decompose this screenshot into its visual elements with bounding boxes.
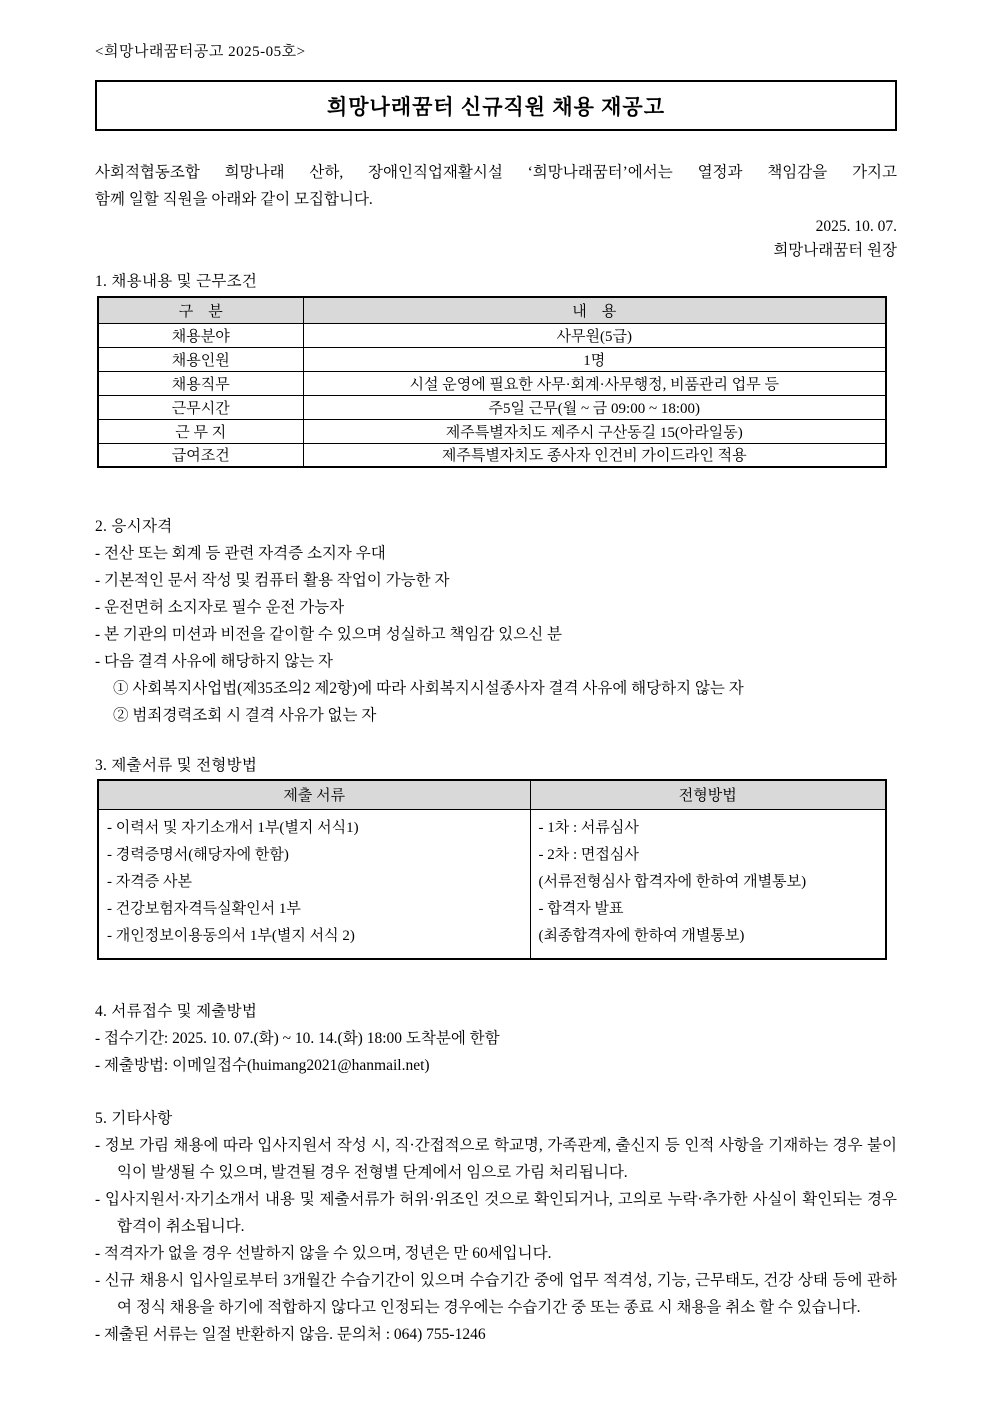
doc-number: <희망나래꿈터공고 2025-05호> [95, 44, 306, 60]
section-1-heading: 1. 채용내용 및 근무조건 [95, 273, 258, 290]
document-item: - 이력서 및 자기소개서 1부(별지 서식1) [107, 819, 359, 836]
process-item: - 합격자 발표 [538, 900, 624, 917]
signer: 희망나래꿈터 원장 [773, 242, 897, 259]
qualification-item: - 본 기관의 미션과 비전을 같이할 수 있으며 성실하고 책임감 있으신 분 [95, 626, 563, 643]
qualification-item: - 다음 결격 사유에 해당하지 않는 자 [95, 653, 334, 670]
intro-line-1: 사회적협동조합 희망나래 산하, 장애인직업재활시설 ‘희망나래꿈터’에서는 열정과 책임감을 가지고 [95, 164, 897, 181]
qualification-item: - 운전면허 소지자로 필수 운전 가능자 [95, 599, 345, 616]
row-value: 시설 운영에 필요한 사무·회계·사무행정, 비품관리 업무 등 [303, 371, 886, 395]
section-3-heading: 3. 제출서류 및 전형방법 [95, 757, 258, 774]
process-item: (서류전형심사 합격자에 한하여 개별통보) [538, 873, 807, 890]
section-4-heading: 4. 서류접수 및 제출방법 [95, 1002, 258, 1020]
page-title: 희망나래꿈터 신규직원 채용 재공고 [326, 94, 666, 119]
table-header-row [98, 780, 886, 809]
title-box [95, 80, 897, 131]
table-row [98, 395, 886, 419]
row-label: 채용분야 [98, 323, 303, 347]
row-value: 사무원(5급) [303, 323, 886, 347]
documents-process-table [97, 779, 887, 960]
table-row [98, 443, 886, 467]
qualification-item: - 전산 또는 회계 등 관련 자격증 소지자 우대 [95, 545, 386, 562]
process-item: (최종합격자에 한하여 개별통보) [538, 927, 745, 944]
qualification-list [95, 540, 897, 675]
intro-paragraph [95, 159, 897, 213]
misc-item: - 신규 채용시 입사일로부터 3개월간 수습기간이 있으며 수습기간 중에 업무 적격성, 기능, 근무태도, 건강 상태 등에 관하여 정식 채용을 하기에 적합하지 않다고 인정되는 경우에는 수습기간 중 또는 종료 시 채용을 취소 할 수 있습니다. [95, 1271, 897, 1316]
column-header-process: 전형방법 [530, 780, 886, 809]
table-row [98, 419, 886, 443]
submission-item: - 제출방법: 이메일접수(huimang2021@hanmail.net) [95, 1056, 430, 1074]
document-item: - 개인정보이용동의서 1부(별지 서식 2) [107, 927, 355, 944]
disqualification-subitem: ② 범죄경력조회 시 결격 사유가 없는 자 [113, 707, 377, 724]
recruitment-conditions-table [97, 296, 887, 468]
row-label: 급여조건 [98, 443, 303, 467]
row-label: 근무시간 [98, 395, 303, 419]
misc-item: - 제출된 서류는 일절 반환하지 않음. 문의처 : 064) 755-1246 [95, 1325, 486, 1343]
misc-item: - 정보 가림 채용에 따라 입사지원서 작성 시, 직·간접적으로 학교명, 가족관계, 출신지 등 인적 사항을 기재하는 경우 불이익이 발생될 수 있으며, 발견될 경우 전형별 단계에서 임으로 가림 처리됩니다. [95, 1136, 897, 1181]
row-label: 채용직무 [98, 371, 303, 395]
column-header-documents: 제출 서류 [98, 780, 530, 809]
table-body-row [98, 809, 886, 959]
table-header-row [98, 297, 886, 323]
document-item: - 경력증명서(해당자에 한함) [107, 846, 289, 863]
process-cell [530, 809, 886, 959]
section-2-heading: 2. 응시자격 [95, 518, 173, 535]
document-item: - 건강보험자격득실확인서 1부 [107, 900, 301, 917]
disqualification-subitem: ① 사회복지사업법(제35조의2 제2항)에 따라 사회복지시설종사자 결격 사유에 해당하지 않는 자 [113, 680, 744, 697]
announcement-date: 2025. 10. 07. [815, 218, 897, 235]
process-item: - 1차 : 서류심사 [538, 819, 639, 836]
misc-item: - 적격자가 없을 경우 선발하지 않을 수 있으며, 정년은 만 60세입니다. [95, 1244, 552, 1262]
submission-list [95, 1025, 897, 1079]
misc-item: - 입사지원서·자기소개서 내용 및 제출서류가 허위·위조인 것으로 확인되거나, 고의로 누락·추가한 사실이 확인되는 경우 합격이 취소됩니다. [95, 1190, 897, 1235]
intro-line-2: 함께 일할 직원을 아래와 같이 모집합니다. [95, 191, 373, 208]
column-header-content: 내 용 [303, 297, 886, 323]
process-item: - 2차 : 면접심사 [538, 846, 639, 863]
disqualification-sublist [95, 675, 897, 729]
table-row [98, 347, 886, 371]
table-row [98, 323, 886, 347]
documents-cell [98, 809, 530, 959]
misc-list [95, 1132, 897, 1348]
row-value: 제주특별자치도 종사자 인건비 가이드라인 적용 [303, 443, 886, 467]
row-label: 채용인원 [98, 347, 303, 371]
column-header-category: 구 분 [98, 297, 303, 323]
row-value: 주5일 근무(월 ~ 금 09:00 ~ 18:00) [303, 395, 886, 419]
table-row [98, 371, 886, 395]
row-value: 1명 [303, 347, 886, 371]
row-value: 제주특별자치도 제주시 구산동길 15(아라일동) [303, 419, 886, 443]
row-label: 근 무 지 [98, 419, 303, 443]
qualification-item: - 기본적인 문서 작성 및 컴퓨터 활용 작업이 가능한 자 [95, 572, 450, 589]
section-5-heading: 5. 기타사항 [95, 1109, 173, 1127]
document-item: - 자격증 사본 [107, 873, 192, 890]
submission-item: - 접수기간: 2025. 10. 07.(화) ~ 10. 14.(화) 18:00 도착분에 한함 [95, 1029, 500, 1047]
